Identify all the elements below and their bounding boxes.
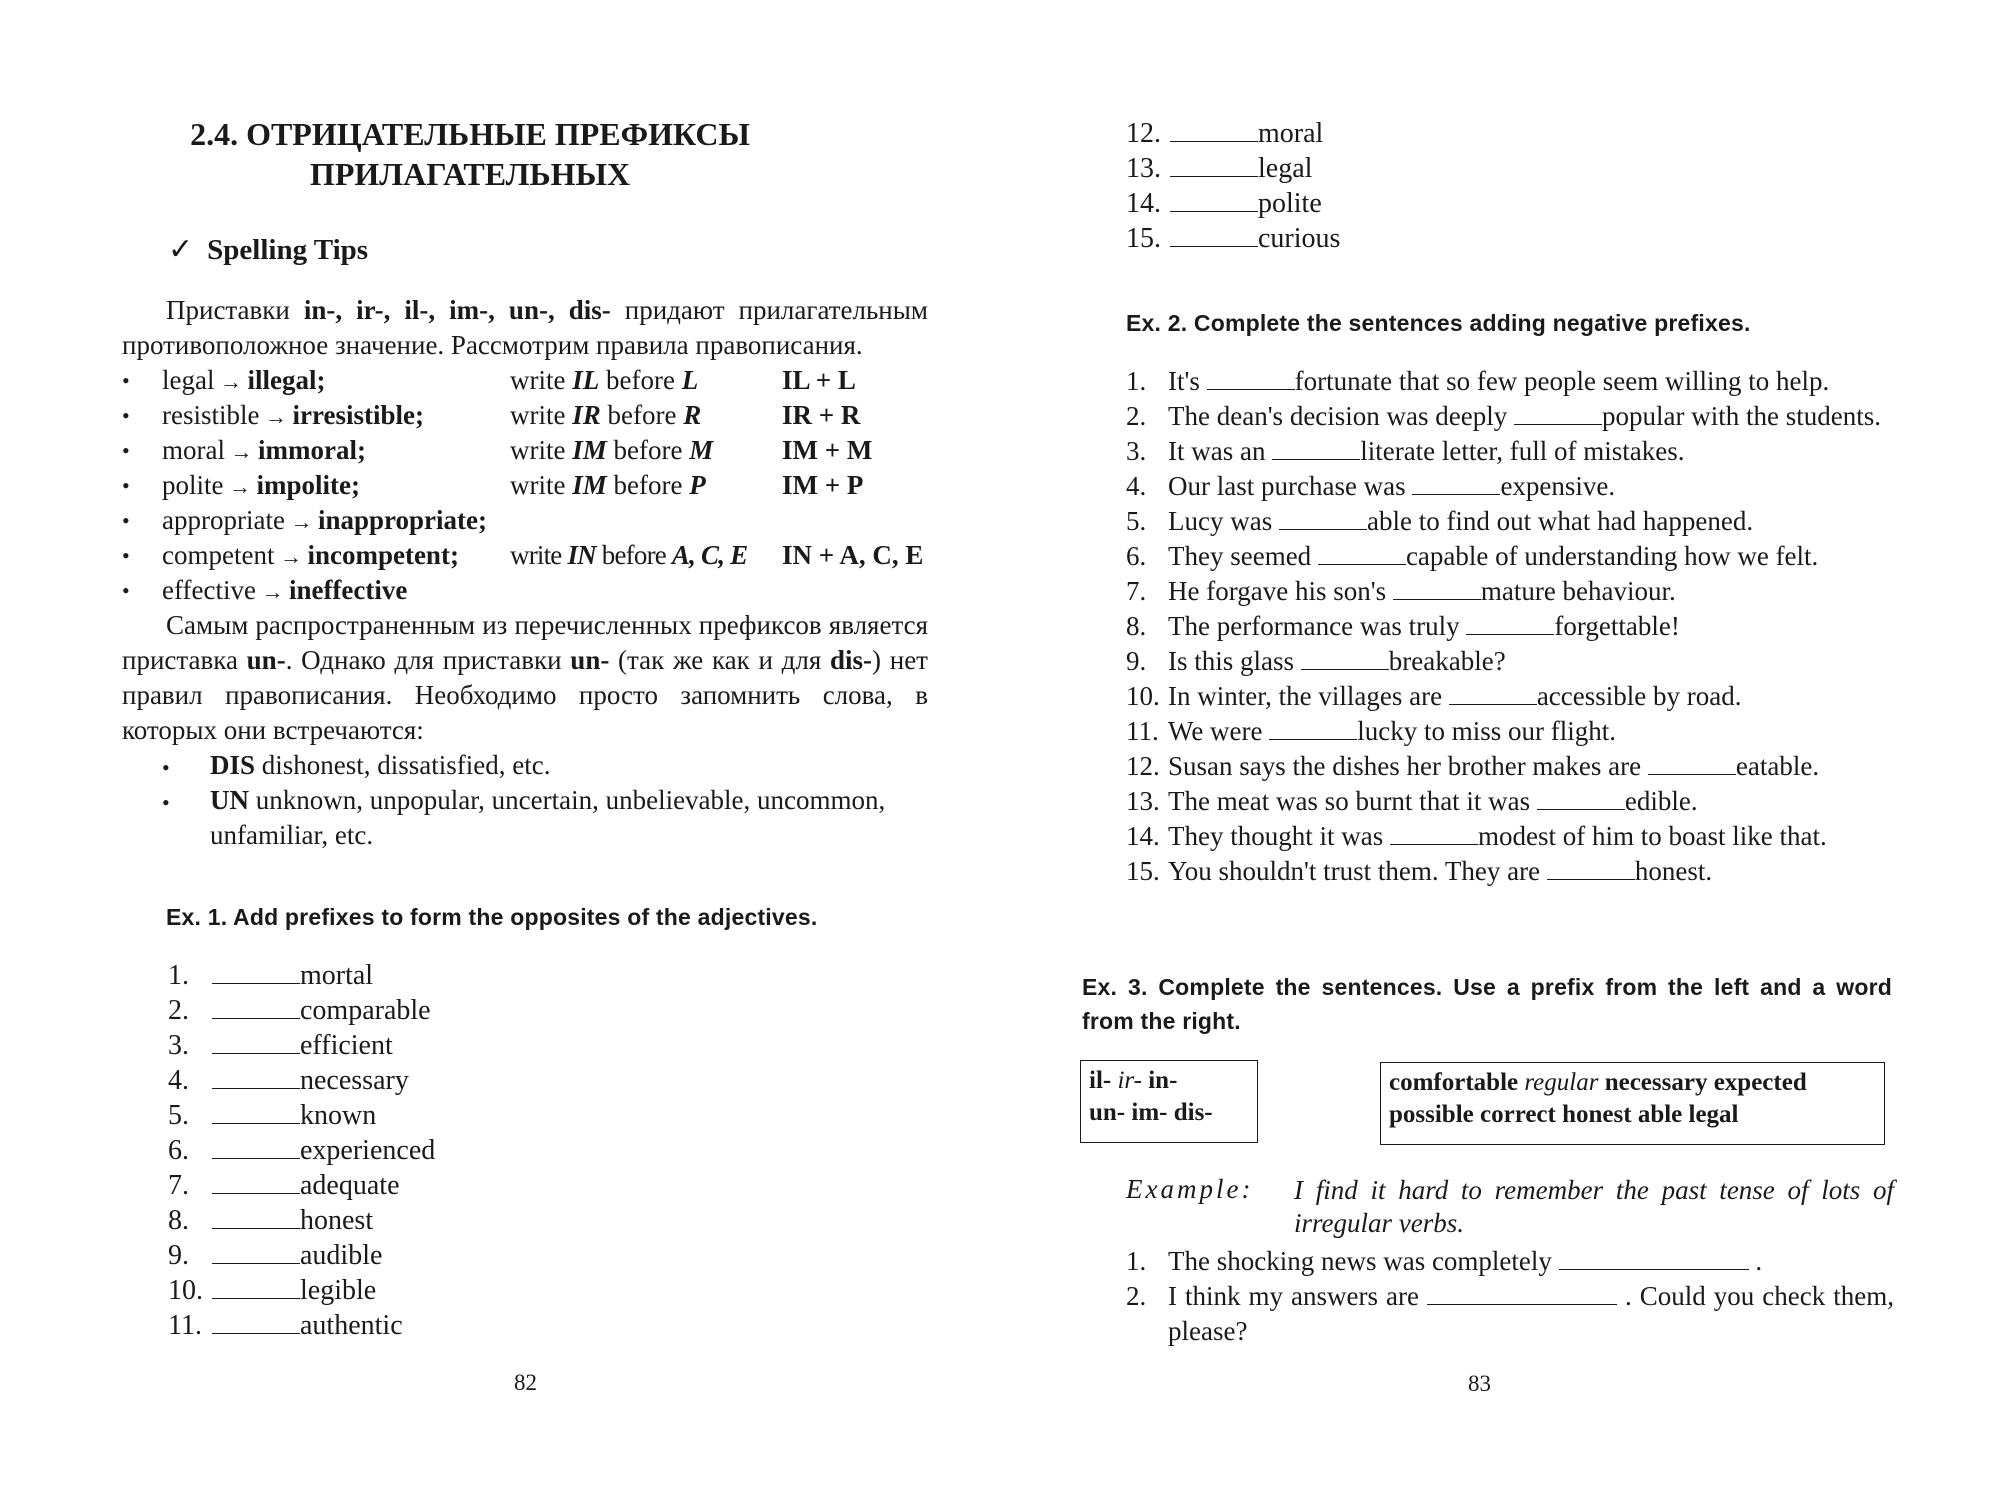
rule-example xyxy=(162,433,366,469)
arrow-icon: → xyxy=(284,509,318,534)
sentence-end: capable of understanding how we felt. xyxy=(1405,541,1819,571)
bullet-icon: • xyxy=(122,508,130,533)
exercise-item xyxy=(1126,221,1340,256)
ex3-heading: Ex. 3. Complete the sentences. Use a prefix from the left and a word from the right. xyxy=(1082,974,1892,1034)
sentence-end: fortunate that so few people seem willing to help. xyxy=(1294,366,1830,396)
item-number: 9. xyxy=(168,1240,189,1271)
arrow-icon: → xyxy=(223,474,257,499)
sentence-end: able to find out what had happened. xyxy=(1366,506,1754,536)
item-number: 12. xyxy=(1126,118,1161,149)
sentence-end: . Could you check them, please? xyxy=(1168,1281,1894,1346)
item-word: efficient xyxy=(300,1030,393,1061)
rule-instruction xyxy=(510,468,706,503)
ex3-list xyxy=(1126,1244,1894,1349)
answer-blank xyxy=(1279,507,1367,530)
sentence-start: The dean's decision was deeply xyxy=(1168,401,1515,431)
memo-text: dishonest, dissatisfied, etc. xyxy=(255,750,551,780)
sentence-start: I think my answers are xyxy=(1168,1281,1427,1311)
item-number: 2. xyxy=(1126,401,1147,431)
answer-blank xyxy=(1547,857,1635,880)
rule-text: before xyxy=(606,435,690,465)
ex1-list xyxy=(168,958,435,1343)
bullet-icon: • xyxy=(122,543,130,568)
sentence-end: popular with the students. xyxy=(1602,401,1881,431)
sentence-start: We were xyxy=(1168,716,1270,746)
answer-blank xyxy=(212,961,300,984)
right-page xyxy=(1000,0,2000,1487)
answer-blank xyxy=(1170,119,1258,142)
word-box-line2: possible correct honest able legal xyxy=(1389,1101,1739,1128)
intro-text-a: Приставки xyxy=(166,295,304,325)
rule-base-word: polite xyxy=(162,470,224,500)
rule-base-word: effective xyxy=(162,575,256,605)
common-un: un- xyxy=(246,645,286,675)
answer-blank xyxy=(1537,787,1625,810)
rule-formula: IN + A, C, E xyxy=(782,540,924,570)
exercise-item xyxy=(1126,186,1340,221)
sentence-start: Susan says the dishes her brother makes are xyxy=(1168,751,1648,781)
sentence-start: The meat was so burnt that it was xyxy=(1168,786,1537,816)
rule-negative-word: irresistible; xyxy=(292,400,424,430)
answer-blank xyxy=(1648,752,1736,775)
item-word: polite xyxy=(1258,188,1322,219)
memo-item xyxy=(162,783,932,853)
answer-blank xyxy=(212,1101,300,1124)
rule-row xyxy=(122,468,952,503)
section-title-line1: 2.4. ОТРИЦАТЕЛЬНЫЕ ПРЕФИКСЫ xyxy=(190,116,750,152)
answer-blank xyxy=(1272,437,1360,460)
section-title xyxy=(150,114,790,194)
rule-letters: IM xyxy=(572,435,607,465)
sentence-item xyxy=(1126,469,1894,504)
answer-blank xyxy=(1269,717,1357,740)
rule-text: write xyxy=(510,400,573,430)
item-number: 11. xyxy=(168,1310,202,1341)
answer-blank xyxy=(1412,472,1500,495)
bullet-icon: • xyxy=(162,755,170,780)
item-number: 10. xyxy=(168,1275,203,1306)
sentence-end: forgettable! xyxy=(1554,611,1680,641)
common-text-2: . Однако для приставки xyxy=(285,645,571,675)
rule-letters: IR xyxy=(572,400,601,430)
item-word: legal xyxy=(1258,153,1313,184)
common-text-3: (так же как и для xyxy=(609,645,831,675)
answer-blank xyxy=(1170,189,1258,212)
sentence-start: In winter, the villages are xyxy=(1168,681,1449,711)
rule-letters: IM xyxy=(572,470,607,500)
sentence-start: It's xyxy=(1168,366,1207,396)
page-number-left: 82 xyxy=(514,1370,537,1395)
example-label: Example: xyxy=(1126,1174,1254,1204)
rule-text: before xyxy=(600,400,684,430)
intro-paragraph xyxy=(122,293,928,363)
rule-text: write xyxy=(510,435,573,465)
bullet-icon: • xyxy=(122,368,130,393)
rule-row xyxy=(122,433,952,468)
exercise-item xyxy=(168,1308,435,1343)
sentence-end: expensive. xyxy=(1500,471,1616,501)
answer-blank xyxy=(1449,682,1537,705)
exercise-item xyxy=(1126,116,1340,151)
sentence-start: You shouldn't trust them. They are xyxy=(1168,856,1547,886)
sentence-start: It was an xyxy=(1168,436,1273,466)
answer-blank xyxy=(212,1136,300,1159)
sentence-item xyxy=(1126,1279,1894,1349)
rules-list xyxy=(122,363,952,608)
common-text-4: ) нет правил правописания. Необходимо просто запомнить слова, в которых они встречаются: xyxy=(122,645,928,745)
sentence-end: eatable. xyxy=(1735,751,1820,781)
arrow-icon: → xyxy=(255,579,289,604)
item-number: 2. xyxy=(168,995,189,1026)
rule-negative-word: inappropriate; xyxy=(317,505,487,535)
sentence-item xyxy=(1126,679,1894,714)
item-number: 11. xyxy=(1126,716,1159,746)
spelling-tips-heading xyxy=(168,232,368,267)
rule-negative-word: immoral; xyxy=(257,435,366,465)
bullet-icon: • xyxy=(122,403,130,428)
rule-example xyxy=(162,573,407,609)
rule-example xyxy=(162,363,325,399)
rule-formula: IR + R xyxy=(782,400,861,430)
common-dis: dis- xyxy=(830,645,873,675)
sentence-start: He forgave his son's xyxy=(1168,576,1393,606)
ex2-heading: Ex. 2. Complete the sentences adding negative prefixes. xyxy=(1126,310,1751,336)
sentence-end: lucky to miss our flight. xyxy=(1357,716,1617,746)
arrow-icon: → xyxy=(214,369,248,394)
answer-blank xyxy=(1318,542,1406,565)
prefix-box-italic: ir- xyxy=(1117,1067,1142,1094)
memo-text: unknown, unpopular, uncertain, unbelievable, uncommon, unfamiliar, etc. xyxy=(210,785,886,850)
memo-list xyxy=(162,748,932,853)
item-word: adequate xyxy=(300,1170,400,1201)
answer-blank xyxy=(1301,647,1389,670)
rule-base-word: moral xyxy=(162,435,225,465)
exercise-item xyxy=(168,958,435,993)
item-number: 5. xyxy=(168,1100,189,1131)
arrow-icon: → xyxy=(274,544,308,569)
exercise-item xyxy=(168,1273,435,1308)
ex2-list xyxy=(1126,364,1894,889)
answer-blank xyxy=(212,1031,300,1054)
item-number: 2. xyxy=(1126,1281,1147,1311)
rule-row xyxy=(122,363,952,398)
rule-base-word: competent xyxy=(162,540,275,570)
exercise-item xyxy=(1126,151,1340,186)
common-prefix-paragraph xyxy=(122,608,928,748)
section-title-line2: ПРИЛАГАТЕЛЬНЫХ xyxy=(309,156,631,192)
prefix-box-line2: un- im- dis- xyxy=(1089,1099,1213,1126)
prefix-box-text-b: in- xyxy=(1141,1067,1178,1094)
rule-text: write xyxy=(510,365,573,395)
rule-example xyxy=(162,538,459,574)
item-number: 6. xyxy=(168,1135,189,1166)
item-number: 14. xyxy=(1126,188,1161,219)
rule-example xyxy=(162,503,487,539)
rule-text: before xyxy=(599,365,682,395)
checkmark-icon: ✓ xyxy=(168,233,194,266)
item-word: honest xyxy=(300,1205,374,1236)
item-word: known xyxy=(300,1100,377,1131)
sentence-item xyxy=(1126,854,1894,889)
answer-blank xyxy=(212,1066,300,1089)
sentence-start: They seemed xyxy=(1168,541,1318,571)
item-number: 13. xyxy=(1126,153,1161,184)
prefix-box xyxy=(1080,1060,1258,1143)
item-number: 8. xyxy=(168,1205,189,1236)
answer-blank xyxy=(212,1241,300,1264)
exercise-item xyxy=(168,1028,435,1063)
sentence-item xyxy=(1126,1244,1894,1279)
page-number-right: 83 xyxy=(1468,1371,1491,1396)
item-word: mortal xyxy=(300,960,374,991)
item-number: 7. xyxy=(168,1170,189,1201)
sentence-start: Lucy was xyxy=(1168,506,1279,536)
rule-instruction xyxy=(510,538,747,573)
rule-formula: IM + P xyxy=(782,470,864,500)
item-word: curious xyxy=(1258,223,1341,254)
rule-formula: IL + L xyxy=(782,365,856,395)
intro-prefixes: in-, ir-, il-, im-, un-, dis- xyxy=(303,295,611,325)
item-number: 3. xyxy=(168,1030,189,1061)
sentence-item xyxy=(1126,609,1894,644)
answer-blank xyxy=(1427,1282,1617,1305)
sentence-item xyxy=(1126,539,1894,574)
rule-row xyxy=(122,503,952,538)
sentence-end: honest. xyxy=(1634,856,1713,886)
sentence-start: The shocking news was completely xyxy=(1168,1246,1559,1276)
spelling-tips-title: Spelling Tips xyxy=(207,234,369,266)
memo-item xyxy=(162,748,932,783)
exercise-item xyxy=(168,1098,435,1133)
rule-letters: IL xyxy=(572,365,600,395)
rule-instruction xyxy=(510,398,701,433)
memo-label: UN xyxy=(210,785,249,815)
intro-text-b: придают прилагательным противоположное значение. Рассмотрим правила правописания. xyxy=(122,295,928,360)
common-text-1: Самым распространенным из перечисленных префиксов является приставка xyxy=(122,610,928,675)
rule-letters: IN xyxy=(567,540,596,570)
sentence-end: modest of him to boast like that. xyxy=(1477,821,1827,851)
item-number: 15. xyxy=(1126,856,1160,886)
item-number: 9. xyxy=(1126,646,1147,676)
prefix-box-text-a: il- xyxy=(1089,1067,1118,1094)
item-number: 5. xyxy=(1126,506,1147,536)
rule-target: L xyxy=(681,365,699,395)
bullet-icon: • xyxy=(122,473,130,498)
exercise-item xyxy=(168,1133,435,1168)
item-word: legible xyxy=(300,1275,377,1306)
item-word: experienced xyxy=(300,1135,436,1166)
answer-blank xyxy=(1207,367,1295,390)
answer-blank xyxy=(1170,224,1258,247)
answer-blank xyxy=(212,1206,300,1229)
rule-negative-word: incompetent; xyxy=(307,540,459,570)
rule-example xyxy=(162,398,424,434)
sentence-end: mature behaviour. xyxy=(1480,576,1676,606)
sentence-start: They thought it was xyxy=(1168,821,1390,851)
memo-label: DIS xyxy=(210,750,256,780)
answer-blank xyxy=(212,996,300,1019)
item-number: 1. xyxy=(168,960,189,991)
rule-row xyxy=(122,573,952,608)
answer-blank xyxy=(212,1276,300,1299)
rule-base-word: appropriate xyxy=(162,505,285,535)
item-number: 8. xyxy=(1126,611,1147,641)
sentence-item xyxy=(1126,434,1894,469)
item-word: comparable xyxy=(300,995,431,1026)
rule-text: write xyxy=(510,540,568,570)
word-box-text-b: necessary expected xyxy=(1598,1069,1807,1096)
item-word: authentic xyxy=(300,1310,403,1341)
item-number: 15. xyxy=(1126,223,1161,254)
rule-target: M xyxy=(689,435,714,465)
common-un-2: un- xyxy=(570,645,610,675)
sentence-end: breakable? xyxy=(1388,646,1506,676)
bullet-icon: • xyxy=(122,438,130,463)
ex1-continued-list xyxy=(1126,116,1340,256)
item-word: audible xyxy=(300,1240,383,1271)
rule-formula: IM + M xyxy=(782,435,873,465)
rule-negative-word: ineffective xyxy=(288,575,408,605)
item-number: 14. xyxy=(1126,821,1160,851)
arrow-icon: → xyxy=(259,404,293,429)
sentence-end: edible. xyxy=(1624,786,1698,816)
rule-base-word: legal xyxy=(162,365,215,395)
exercise-item xyxy=(168,1168,435,1203)
word-box-italic: regular xyxy=(1524,1069,1599,1096)
item-number: 13. xyxy=(1126,786,1160,816)
sentence-start: The performance was truly xyxy=(1168,611,1467,641)
bullet-icon: • xyxy=(162,790,170,815)
rule-base-word: resistible xyxy=(162,400,260,430)
exercise-item xyxy=(168,1063,435,1098)
sentence-item xyxy=(1126,644,1894,679)
item-number: 1. xyxy=(1126,366,1147,396)
word-box xyxy=(1380,1062,1885,1145)
sentence-item xyxy=(1126,504,1894,539)
answer-blank xyxy=(1559,1247,1749,1270)
item-number: 7. xyxy=(1126,576,1147,606)
sentence-start: Our last purchase was xyxy=(1168,471,1413,501)
answer-blank xyxy=(1466,612,1554,635)
sentence-start: Is this glass xyxy=(1168,646,1301,676)
item-number: 3. xyxy=(1126,436,1147,466)
sentence-item xyxy=(1126,714,1894,749)
answer-blank xyxy=(1514,402,1602,425)
rule-negative-word: impolite; xyxy=(256,470,360,500)
rule-target: R xyxy=(683,400,702,430)
arrow-icon: → xyxy=(224,439,258,464)
rule-instruction xyxy=(510,363,698,398)
rule-target: A, C, E xyxy=(671,540,748,570)
answer-blank xyxy=(212,1311,300,1334)
rule-text: before xyxy=(595,540,672,570)
item-word: necessary xyxy=(300,1065,409,1096)
sentence-item xyxy=(1126,819,1894,854)
sentence-end: literate letter, full of mistakes. xyxy=(1360,436,1685,466)
item-number: 4. xyxy=(1126,471,1147,501)
item-number: 1. xyxy=(1126,1246,1147,1276)
sentence-item xyxy=(1126,749,1894,784)
sentence-item xyxy=(1126,784,1894,819)
rule-negative-word: illegal; xyxy=(247,365,326,395)
sentence-item xyxy=(1126,399,1894,434)
sentence-item xyxy=(1126,364,1894,399)
sentence-end: . xyxy=(1748,1246,1763,1276)
item-number: 6. xyxy=(1126,541,1147,571)
exercise-item xyxy=(168,1203,435,1238)
item-number: 12. xyxy=(1126,751,1160,781)
answer-blank xyxy=(1170,154,1258,177)
rule-example xyxy=(162,468,360,504)
item-number: 4. xyxy=(168,1065,189,1096)
item-number: 10. xyxy=(1126,681,1160,711)
sentence-item xyxy=(1126,574,1894,609)
rule-row xyxy=(122,398,952,433)
rule-row xyxy=(122,538,952,573)
exercise-item xyxy=(168,1238,435,1273)
ex1-heading: Ex. 1. Add prefixes to form the opposites of the adjectives. xyxy=(166,904,818,930)
answer-blank xyxy=(1390,822,1478,845)
example-text: I find it hard to remember the past tense of lots of irregular verbs. xyxy=(1294,1175,1894,1238)
rule-text: write xyxy=(510,470,573,500)
answer-blank xyxy=(1393,577,1481,600)
rule-target: P xyxy=(689,470,706,500)
bullet-icon: • xyxy=(122,578,130,603)
exercise-item xyxy=(168,993,435,1028)
word-box-text-a: comfortable xyxy=(1389,1069,1525,1096)
answer-blank xyxy=(212,1171,300,1194)
rule-instruction xyxy=(510,433,713,468)
sentence-end: accessible by road. xyxy=(1536,681,1742,711)
rule-text: before xyxy=(606,470,690,500)
item-word: moral xyxy=(1258,118,1324,149)
